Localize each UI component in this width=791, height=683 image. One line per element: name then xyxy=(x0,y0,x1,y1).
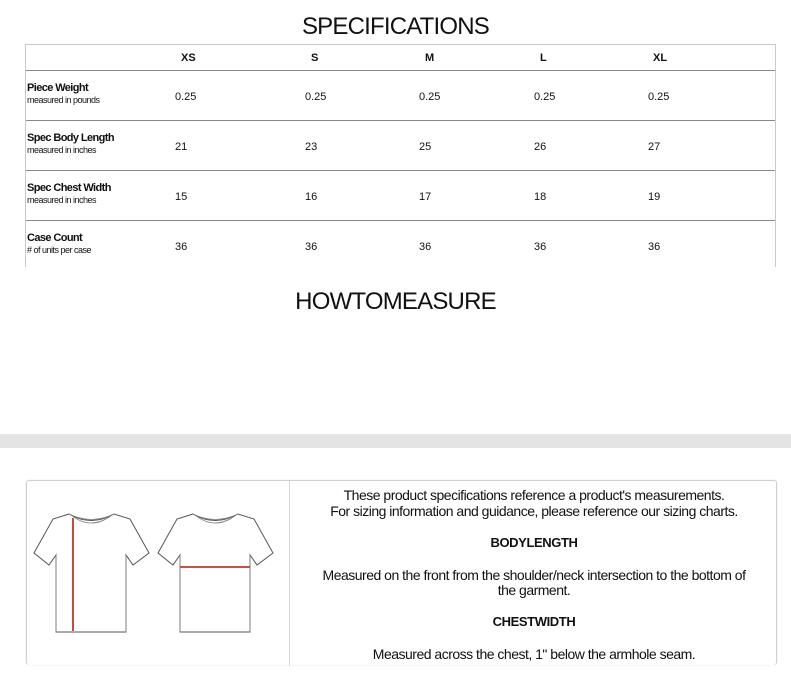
table-cell: 36 xyxy=(175,241,188,253)
table-cell: 0.25 xyxy=(534,91,556,103)
row-label-sub: measured in inches xyxy=(27,195,97,205)
table-row xyxy=(26,121,775,171)
body-length-text-2: the garment. xyxy=(497,582,571,598)
table-cell: 25 xyxy=(419,141,432,153)
table-cell: 18 xyxy=(534,191,547,203)
intro-line-2: For sizing information and guidance, please reference our sizing charts. xyxy=(330,503,738,519)
table-cell: 26 xyxy=(534,141,547,153)
table-cell: 0.25 xyxy=(648,91,670,103)
row-label-sub: measured in inches xyxy=(27,145,97,155)
size-header-s: S xyxy=(311,52,319,64)
table-cell: 21 xyxy=(175,141,188,153)
table-cell: 36 xyxy=(648,241,661,253)
table-header-row xyxy=(26,45,775,71)
chest-width-heading: CHESTWIDTH xyxy=(492,614,576,629)
row-label xyxy=(27,182,111,205)
table-row xyxy=(26,71,775,121)
row-label-main: Spec Body Length xyxy=(27,132,114,144)
intro-line-1: These product specifications reference a product's measurements. xyxy=(343,487,725,503)
table-cell: 17 xyxy=(419,191,432,203)
table-cell: 36 xyxy=(419,241,432,253)
section-divider-band xyxy=(0,434,791,448)
tshirt-front-body-length-icon xyxy=(31,511,153,636)
tshirt-front-chest-width-icon xyxy=(155,511,277,636)
size-header-l: L xyxy=(540,52,547,64)
table-cell: 0.25 xyxy=(305,91,327,103)
how-to-measure-title: HOWTOMEASURE xyxy=(295,288,496,315)
chest-width-text: Measured across the chest, 1" below the armhole seam. xyxy=(372,646,696,662)
row-label-main: Piece Weight xyxy=(27,82,89,94)
how-to-measure-panel xyxy=(26,480,777,665)
row-label-main: Case Count xyxy=(27,232,83,244)
table-row xyxy=(26,171,775,221)
table-cell: 0.25 xyxy=(419,91,441,103)
table-cell: 19 xyxy=(648,191,661,203)
body-length-text-1: Measured on the front from the shoulder/neck intersection to the bottom of xyxy=(322,567,746,583)
table-row xyxy=(26,221,775,270)
table-cell: 15 xyxy=(175,191,188,203)
table-cell: 36 xyxy=(305,241,318,253)
size-header-xs: XS xyxy=(181,52,196,64)
table-cell: 36 xyxy=(534,241,547,253)
specifications-title: SPECIFICATIONS xyxy=(301,13,490,40)
table-cell: 0.25 xyxy=(175,91,197,103)
size-header-m: M xyxy=(425,52,435,64)
size-header-xl: XL xyxy=(653,52,668,64)
table-cell: 27 xyxy=(648,141,661,153)
specifications-table xyxy=(25,44,776,267)
table-cell: 16 xyxy=(305,191,318,203)
row-label-sub: measured in pounds xyxy=(27,95,100,105)
row-label-sub: # of units per case xyxy=(27,245,92,255)
row-label xyxy=(27,82,100,105)
row-label xyxy=(27,232,91,255)
row-label-main: Spec Chest Width xyxy=(27,182,111,194)
table-cell: 23 xyxy=(305,141,318,153)
row-label xyxy=(27,132,114,155)
body-length-heading: BODYLENGTH xyxy=(490,535,578,550)
